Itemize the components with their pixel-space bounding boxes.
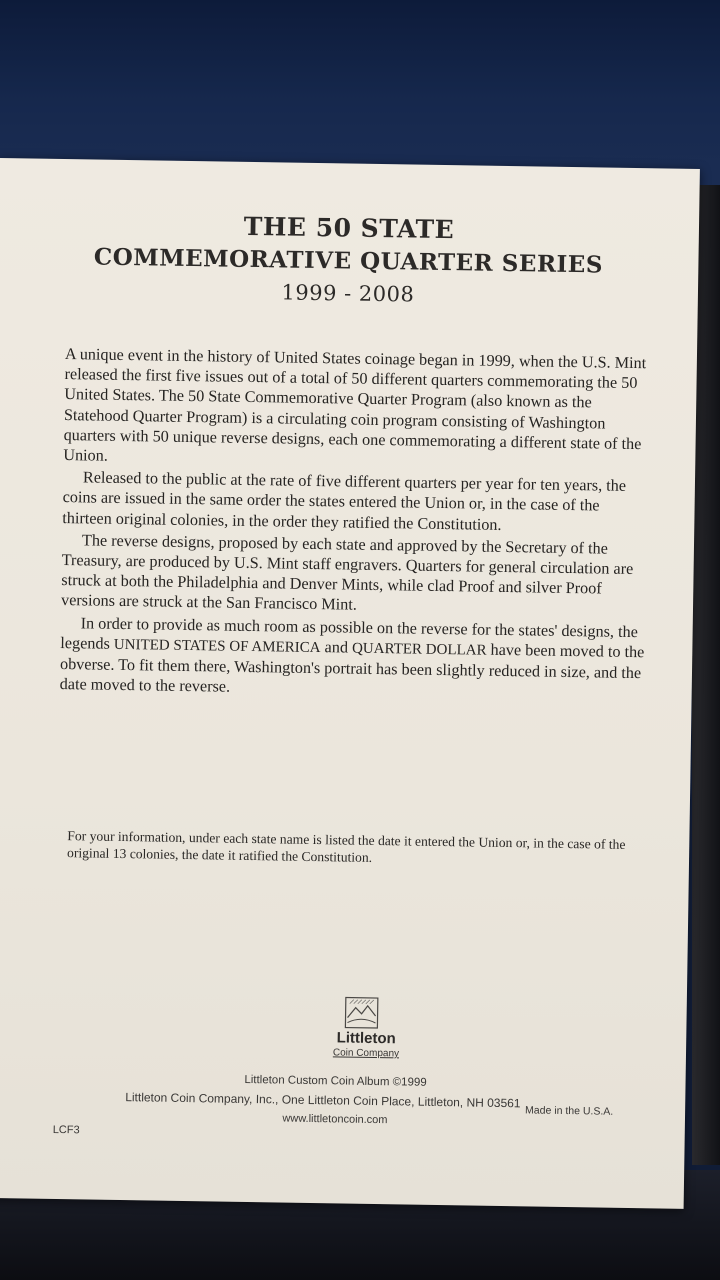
- company-name: Littleton: [336, 1029, 396, 1048]
- album-page: [0, 158, 700, 1209]
- paragraph-4-part-b: and: [320, 637, 353, 657]
- legend-quarter-dollar: QUARTER DOLLAR: [351, 640, 487, 659]
- company-subtitle: Coin Company: [332, 1047, 400, 1060]
- title-years: 1999 - 2008: [281, 280, 415, 307]
- website-url: www.littletoncoin.com: [282, 1112, 388, 1127]
- legend-usa: UNITED STATES OF AMERICA: [113, 636, 321, 656]
- company-address: Littleton Coin Company, Inc., One Littleton Coin Place, Littleton, NH 03561: [125, 1090, 521, 1111]
- title-line-1: THE 50 STATE: [243, 211, 455, 245]
- paragraph-4-part-a: In order to provide as much room as possible on the reverse for the states' designs, the legends: [60, 613, 638, 653]
- paragraph-1: A unique event in the history of United States coinage began in 1999, when the U.S. Mint released the first five issues out of a total of 50 different quarters commemorating the 50 United States. The 50 State Commemorative Quarter Program (also known as the Statehood Quarter Program) is a circulating coin program consisting of Washington quarters with 50 unique reverse designs, each one commemorating a different state of the Union.: [63, 345, 647, 465]
- body-text: [60, 344, 651, 706]
- paragraph-3: The reverse designs, proposed by each state and approved by the Secretary of the Treasury, are produced by U.S. Mint staff engravers. Quarters for general circulation are struck at both the Philadelphia and Denver Mints, while clad Proof and silver Proof versions are struck at the San Francisco Mint.: [60, 531, 634, 615]
- paragraph-4-part-c: have been moved to the obverse. To fit them there, Washington's portrait has been slightly reduced in size, and the date moved to the reverse.: [59, 640, 645, 696]
- mountain-landscape-icon: [331, 995, 392, 1030]
- paragraph-2: Released to the public at the rate of five different quarters per year for ten years, the coins are issued in the same order the states entered the Union or, in the case of the thirteen original colonies, in the order they ratified the Constitution.: [62, 468, 627, 534]
- made-in-usa: Made in the U.S.A.: [525, 1104, 614, 1118]
- title-line-2: COMMEMORATIVE QUARTER SERIES: [93, 243, 604, 279]
- info-note: For your information, under each state name is listed the date it entered the Union or, in the case of the original 13 colonies, the date it ratified the Constitution.: [66, 828, 626, 865]
- paragraph-4: [60, 613, 647, 704]
- album-copyright: Littleton Custom Coin Album ©1999: [244, 1073, 427, 1089]
- product-code: LCF3: [52, 1123, 80, 1137]
